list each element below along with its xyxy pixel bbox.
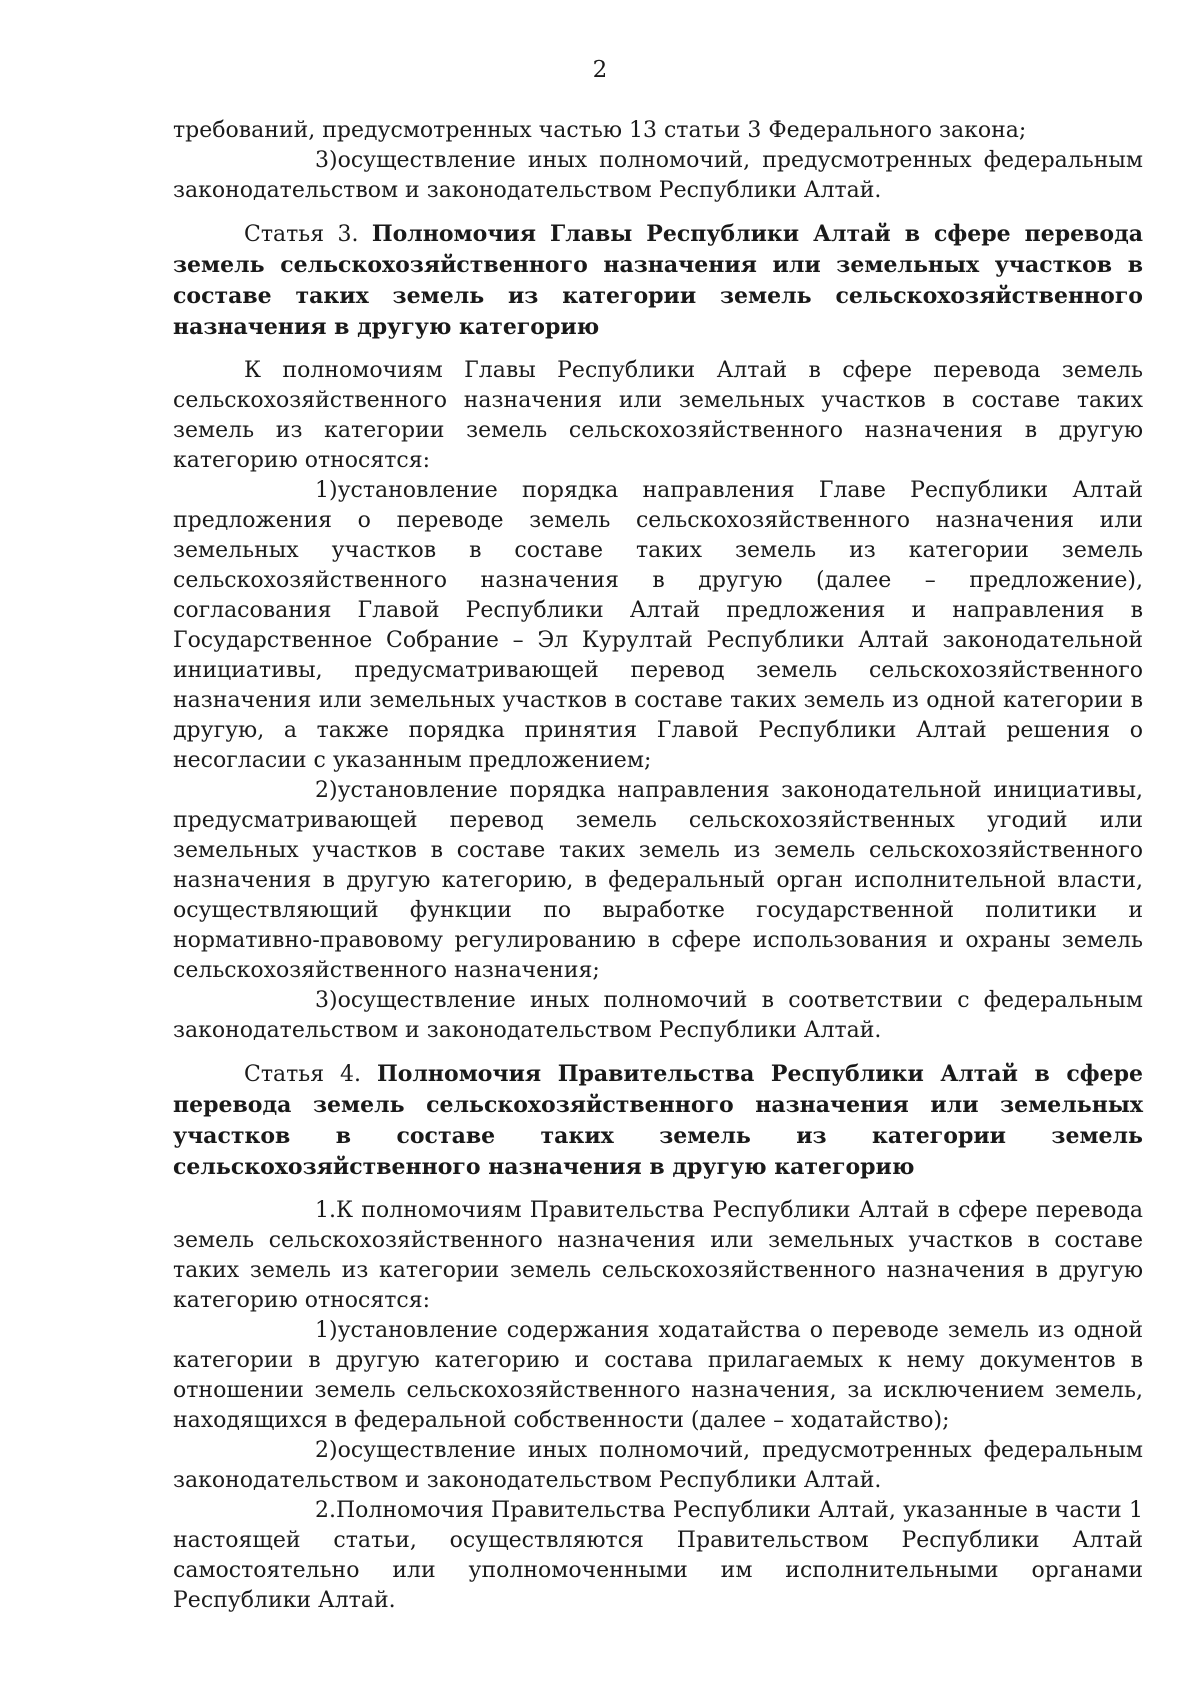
list-item-text: установление содержания ходатайства о переводе земель из одной категории в другую категорию и состава прилагаемых к нему документов в отношении земель сельскохозяйственного назначения, за исключением земель, находящихся в федеральной собственности (далее – ходатайство); <box>173 1318 1143 1433</box>
list-number: 1) <box>315 1318 338 1343</box>
list-item-text: установление порядка направления законодательной инициативы, предусматривающей перевод земель сельскохозяйственных угодий или земельных участков в составе таких земель из земель сельскохозяйственного назначения в другую категорию, в федеральный орган исполнительной власти, осуществляющий функции по выработке государственной политики и нормативно-правовому регулированию в сфере использования и охраны земель сельскохозяйственного назначения; <box>173 778 1143 983</box>
article-4-part-1 <box>173 1196 1143 1316</box>
article-3-intro: К полномочиям Главы Республики Алтай в сфере перевода земель сельскохозяйственного назначения или земельных участков в составе таких земель из категории земель сельскохозяйственного назначения в другую категорию относятся: <box>173 358 1143 473</box>
article-4-item-1 <box>173 1316 1143 1436</box>
part-number: 1. <box>315 1198 336 1223</box>
list-number: 1) <box>315 478 338 503</box>
article-3-item-1 <box>173 476 1143 776</box>
article-4-part-2 <box>173 1496 1143 1616</box>
list-number: 2) <box>315 1438 338 1463</box>
article-label: Статья 3. <box>244 222 359 247</box>
article-title: Полномочия Правительства Республики Алтай в сфере перевода земель сельскохозяйственного назначения или земельных участков в составе таких земель из категории земель сельскохозяйственного назначения в другую категорию <box>173 1061 1143 1180</box>
list-number: 2) <box>315 778 338 803</box>
article-3-item-2 <box>173 776 1143 986</box>
part-text: Полномочия Правительства Республики Алтай, указанные в части 1 настоящей статьи, осуществляются Правительством Республики Алтай самостоятельно или уполномоченными им исполнительными органами Республики Алтай. <box>173 1498 1143 1613</box>
paragraph-continuation: требований, предусмотренных частью 13 статьи 3 Федерального закона; <box>173 118 1027 143</box>
list-number: 3) <box>315 988 338 1013</box>
article-3-heading <box>173 219 1143 343</box>
page-number: 2 <box>592 57 608 83</box>
article-title: Полномочия Главы Республики Алтай в сфере перевода земель сельскохозяйственного назначения или земельных участков в составе таких земель из категории земель сельскохозяйственного назначения в другую категорию <box>173 221 1143 340</box>
article-4-item-2 <box>173 1436 1143 1496</box>
article-3-item-3 <box>173 986 1143 1046</box>
list-item-3 <box>173 146 1143 206</box>
article-label: Статья 4. <box>244 1062 362 1087</box>
list-item-text: осуществление иных полномочий, предусмотренных федеральным законодательством и законодательством Республики Алтай. <box>173 148 1143 203</box>
list-item-text: осуществление иных полномочий в соответствии с федеральным законодательством и законодательством Республики Алтай. <box>173 988 1143 1043</box>
list-item-text: осуществление иных полномочий, предусмотренных федеральным законодательством и законодательством Республики Алтай. <box>173 1438 1143 1493</box>
list-number: 3) <box>315 148 338 173</box>
article-4-heading <box>173 1059 1143 1183</box>
document-body <box>173 116 1143 1616</box>
part-text: К полномочиям Правительства Республики Алтай в сфере перевода земель сельскохозяйственного назначения или земельных участков в составе таких земель из категории земель сельскохозяйственного назначения в другую категорию относятся: <box>173 1198 1143 1313</box>
list-item-text: установление порядка направления Главе Республики Алтай предложения о переводе земель сельскохозяйственного назначения или земельных участков в составе таких земель из категории земель сельскохозяйственного назначения в другую (далее – предложение), согласования Главой Республики Алтай предложения и направления в Государственное Собрание – Эл Курултай Республики Алтай законодательной инициативы, предусматривающей перевод земель сельскохозяйственного назначения или земельных участков в составе таких земель из одной категории в другую, а также порядка принятия Главой Республики Алтай решения о несогласии с указанным предложением; <box>173 478 1143 773</box>
part-number: 2. <box>315 1498 336 1523</box>
